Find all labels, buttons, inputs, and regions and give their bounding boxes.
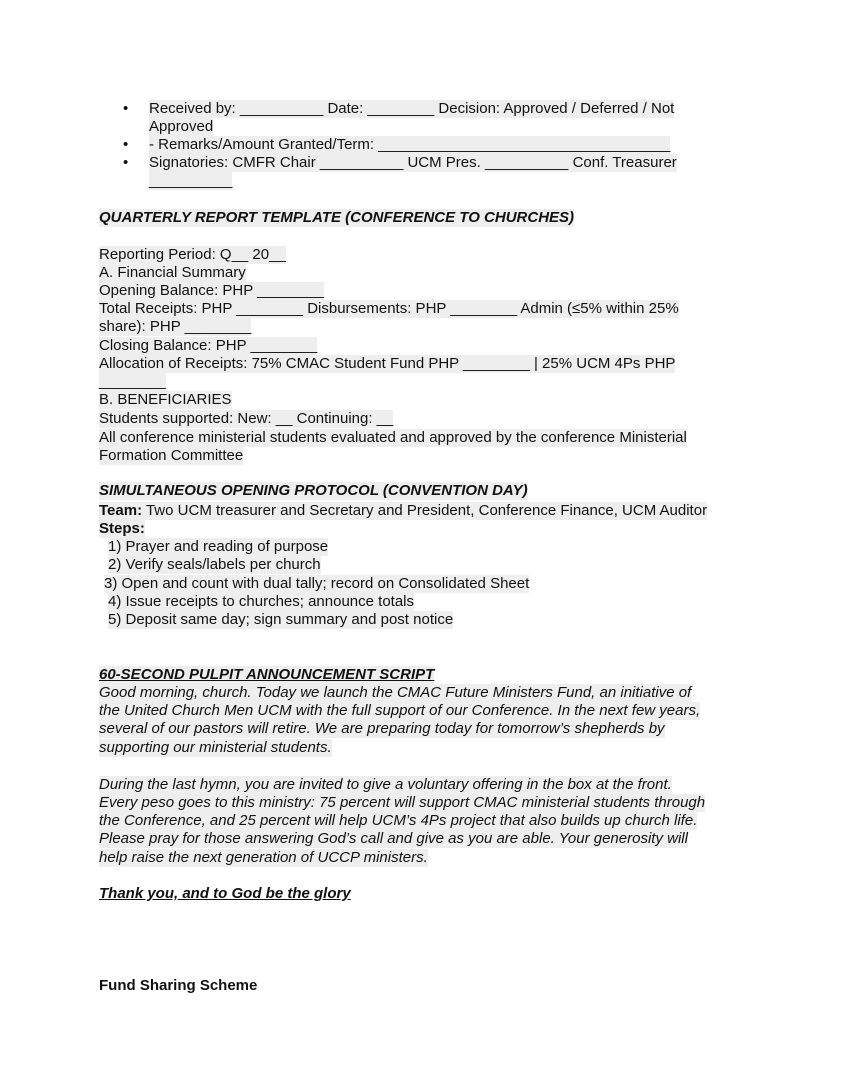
bullet-signatories-line2: __________ <box>149 172 233 189</box>
beneficiaries-heading: B. BENEFICIARIES <box>99 391 232 408</box>
script-para1-line: Good morning, church. Today we launch the CMAC Future Ministers Fund, an initiative of <box>99 684 692 701</box>
script-para2-line: help raise the next generation of UCCP ministers. <box>99 849 428 866</box>
beneficiaries-line: Students supported: New: __ Continuing: __ <box>99 410 394 427</box>
script-para1-line: the United Church Men UCM with the full support of our Conference. In the next few years, <box>99 702 701 719</box>
steps-label: Steps: <box>99 520 145 537</box>
bullet-received-line1: Received by: __________ Date: ________ Decision: Approved / Deferred / Not <box>149 100 675 117</box>
quarterly-line: Reporting Period: Q__ 20__ <box>99 246 286 263</box>
team-text: Two UCM treasurer and Secretary and President, Conference Finance, UCM Auditor <box>142 502 708 519</box>
protocol-step: 1) Prayer and reading of purpose <box>108 538 329 555</box>
script-para2-line: Every peso goes to this ministry: 75 percent will support CMAC ministerial students through <box>99 794 706 811</box>
bullet-marker: • <box>123 136 129 153</box>
script-para2-line: the Conference, and 25 percent will help UCM’s 4Ps project that also builds up church life. <box>99 812 698 829</box>
protocol-step: 2) Verify seals/labels per church <box>108 556 321 573</box>
quarterly-line: Opening Balance: PHP ________ <box>99 282 324 299</box>
bullet-marker: • <box>123 154 129 171</box>
bullet-marker: • <box>123 100 129 117</box>
script-closing: Thank you, and to God be the glory <box>99 885 351 902</box>
beneficiaries-line: All conference ministerial students evaluated and approved by the conference Ministerial <box>99 429 687 446</box>
script-para2-line: During the last hymn, you are invited to give a voluntary offering in the box at the front. <box>99 776 672 793</box>
protocol-team <box>99 502 707 520</box>
protocol-step: 5) Deposit same day; sign summary and post notice <box>108 611 454 628</box>
quarterly-line: Closing Balance: PHP ________ <box>99 337 318 354</box>
team-label: Team: <box>99 502 143 519</box>
quarterly-line: A. Financial Summary <box>99 264 246 281</box>
script-heading: 60-SECOND PULPIT ANNOUNCEMENT SCRIPT <box>99 666 435 683</box>
bullet-remarks-line: - Remarks/Amount Granted/Term: ___________________________________ <box>149 136 671 153</box>
protocol-step: 3) Open and count with dual tally; record on Consolidated Sheet <box>104 575 530 592</box>
quarterly-heading: QUARTERLY REPORT TEMPLATE (CONFERENCE TO CHURCHES) <box>99 209 575 226</box>
quarterly-line: Total Receipts: PHP ________ Disbursements: PHP ________ Admin (≤5% within 25% <box>99 300 679 317</box>
quarterly-line: Allocation of Receipts: 75% CMAC Student Fund PHP ________ | 25% UCM 4Ps PHP <box>99 355 676 372</box>
fund-sharing-heading: Fund Sharing Scheme <box>99 977 258 994</box>
protocol-heading: SIMULTANEOUS OPENING PROTOCOL (CONVENTION DAY) <box>99 482 528 499</box>
script-para2-line: Please pray for those answering God’s call and give as you are able. Your generosity will <box>99 830 688 847</box>
script-para1-line: supporting our ministerial students. <box>99 739 332 756</box>
quarterly-line: share): PHP ________ <box>99 318 252 335</box>
bullet-signatories-line1: Signatories: CMFR Chair __________ UCM Pres. __________ Conf. Treasurer <box>149 154 677 171</box>
beneficiaries-line: Formation Committee <box>99 447 244 464</box>
bullet-received-line2: Approved <box>149 118 214 135</box>
protocol-step: 4) Issue receipts to churches; announce totals <box>108 593 415 610</box>
quarterly-line: ________ <box>99 373 166 390</box>
script-para1-line: several of our pastors will retire. We are preparing today for tomorrow’s shepherds by <box>99 720 665 737</box>
